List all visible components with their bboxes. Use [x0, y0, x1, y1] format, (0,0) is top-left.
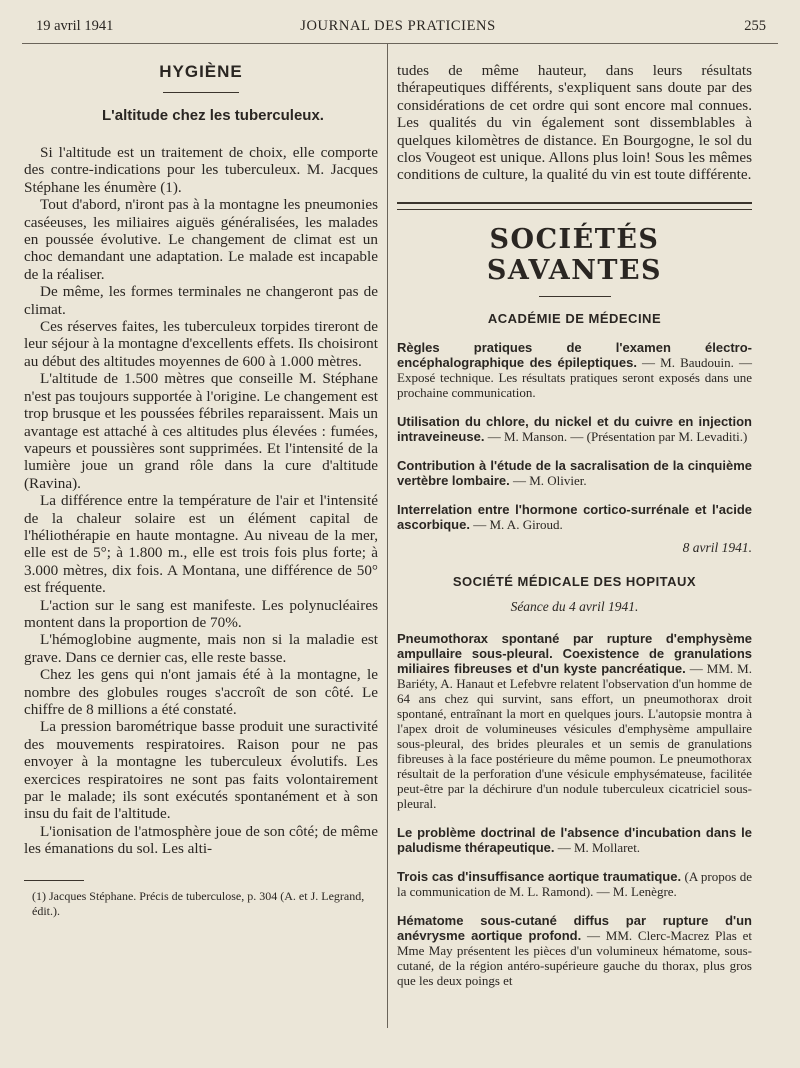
list-item [397, 825, 752, 855]
list-item [397, 869, 752, 899]
section-rule [163, 92, 239, 93]
page-header [30, 18, 766, 40]
list-item [397, 502, 752, 532]
entry-title: Contribution à l'étude de la sacralisation de la cinquième vertèbre lombaire. [397, 457, 752, 488]
entry-title: Pneumothorax spontané par rupture d'emphysème ampullaire sous-pleural. Coexistence de granulations miliaires fibreuses et d'un kyste pancréatique. [397, 630, 752, 676]
session-date: 8 avril 1941. [682, 539, 752, 555]
entry-title: Utilisation du chlore, du nickel et du cuivre en injection intraveineuse. [397, 413, 752, 444]
paragraph: L'ionisation de l'atmosphère joue de son côté; de même les émanations du sol. Les alti- [24, 822, 378, 858]
page-number: 255 [744, 18, 766, 34]
paragraph: L'hémoglobine augmente, mais non si la maladie est grave. Dans ce dernier cas, elle reste basse. [24, 631, 378, 666]
academie-title: ACADÉMIE DE MÉDECINE [487, 310, 662, 326]
list-item [397, 913, 752, 988]
societe-title: SOCIÉTÉ MÉDICALE DES HOPITAUX [452, 573, 697, 589]
left-column [24, 62, 378, 919]
section-title: HYGIÈNE [159, 62, 243, 81]
list-item [397, 340, 752, 400]
paragraph: La différence entre la température de l'air et l'intensité de la chaleur solaire est un élément capital de l'héliothérapie en haute montagne. Au niveau de la mer, elle est de 5°; à 1.800 m., elle est trois fois plus forte; à 3.000 mètres, dix fois. A Montana, une différence de 50° est fréquente. [24, 492, 378, 597]
entry-text: — M. Mollaret. [554, 839, 641, 855]
list-item [397, 458, 752, 488]
paragraph: L'action sur le sang est manifeste. Les polynucléaires montent dans la proportion de 70%. [24, 596, 378, 631]
entry-title: Le problème doctrinal de l'absence d'incubation dans le paludisme thérapeutique. [397, 824, 752, 855]
entry-text: — M. Manson. — (Présentation par M. Levaditi.) [484, 428, 748, 444]
article-continuation [397, 62, 752, 184]
journal-name: JOURNAL DES PRATICIENS [300, 18, 496, 34]
entry-title: Interrelation entre l'hormone cortico-surrénale et l'acide ascorbique. [397, 501, 752, 532]
header-rule [22, 43, 778, 44]
column-divider [387, 44, 388, 1028]
title-rule [539, 296, 611, 297]
seance-date: Séance du 4 avril 1941. [510, 598, 639, 614]
entry-text: — MM. Clerc-Macrez Plas et Mme May présentent les pièces d'un volumineux hématome, sous-cutané, de la région antéro-supérieure gauche du thorax, plus gros que les deux poings et [397, 927, 752, 988]
paragraph: Tout d'abord, n'iront pas à la montagne les pneumonies caséeuses, les miliaires aiguës généralisées, les malades en poussée évolutive. Le changement de climat est un choc demandant une adaptation. Le malade est incapable de la réaliser. [24, 196, 378, 283]
paragraph: tudes de même hauteur, dans leurs résultats thérapeutiques différents, s'expliquent sans doute par des considérations de cet ordre qui sont encore mal connues. Les qualités du vin également sont dissemblables à quelques kilomètres de distance. En Bourgogne, le sol du clos Vougeot est unique. Allons plus loin! Sous les mêmes conditions de culture, la qualité du vin est toute différente. [397, 62, 752, 184]
paragraph: Si l'altitude est un traitement de choix, elle comporte des contre-indications pour les tuberculeux. M. Jacques Stéphane les énumère (1). [24, 144, 378, 196]
entry-title: Hématome sous-cutané diffus par rupture d'un anévrysme aortique profond. [397, 912, 752, 943]
right-column [397, 62, 752, 1002]
paragraph: L'altitude de 1.500 mètres que conseille M. Stéphane n'est pas toujours supportée à l'origine. Le changement est trop brusque et les poussées fébriles reparaissent. Mais un avantage est attaché à ces altitudes plus élevées : fumées, vapeurs et poussières sont supprimées. Et l'intensité de la lumière joue un grand rôle dans la cure d'altitude (Ravina). [24, 370, 378, 492]
article-body [24, 144, 378, 858]
paragraph: Ces réserves faites, les tuberculeux torpides tireront de leur séjour à la montagne d'excellents effets. Ils choisiront au début des altitudes moyennes de 600 à 1.000 mètres. [24, 318, 378, 370]
entry-text: — M. A. Giroud. [469, 516, 563, 532]
entry-title: Règles pratiques de l'examen électro-encéphalographique des épileptiques. [397, 339, 752, 370]
list-item [397, 414, 752, 444]
paragraph: De même, les formes terminales ne changeront pas de climat. [24, 283, 378, 318]
issue-date: 19 avril 1941 [36, 18, 114, 34]
entry-text: (A propos de la communication de M. L. Ramond). — M. Lenègre. [397, 868, 752, 899]
double-rule [397, 202, 752, 210]
footnote-text: (1) Jacques Stéphane. Précis de tuberculose, p. 304 (A. et J. Legrand, édit.). [32, 888, 365, 918]
list-item [397, 631, 752, 811]
entry-title: Trois cas d'insuffisance aortique traumatique. [397, 868, 682, 884]
societes-savantes-title: SOCIÉTÉS SAVANTES [486, 223, 663, 286]
entry-text: — M. Olivier. [509, 472, 587, 488]
footnote-rule [24, 880, 84, 881]
paragraph: La pression barométrique basse produit une suractivité des mouvements respiratoires. Raison pour ne pas envoyer à la montagne les tuberculeux évolutifs. Les exercices respiratoires ne sont pas faits volontairement par le malade; ils sont exécutés spontanément et à son insu du fait de l'altitude. [24, 718, 378, 823]
paragraph: Chez les gens qui n'ont jamais été à la montagne, le nombre des globules rouges s'accroît de son côté. Le chiffre de 8 millions a été constaté. [24, 666, 378, 718]
article-title: L'altitude chez les tuberculeux. [102, 107, 324, 124]
footnote [24, 889, 378, 919]
entry-text: — MM. M. Bariéty, A. Hanaut et Lefebvre relatent l'observation d'un homme de 64 ans chez qui survint, sans effort, un pneumothorax droit spontané, entraînant la mort en quelques jours. L'autopsie montra à l'apex droit de volumineuses vésicules d'emphysème ampullaire sous-pleural, des brides pleurales et un semis de granulations fibreuses à la face postérieure du même poumon. Le pneumothorax résultait de la perforation d'une vésicule emphysémateuse, facilitée peut-être par la déchirure d'un nodule tuberculeux cicatriciel sous-pleural. [397, 660, 752, 811]
entry-text: — M. Baudouin. — Exposé technique. Les résultats pratiques seront exposés dans une prochaine communication. [397, 354, 752, 400]
